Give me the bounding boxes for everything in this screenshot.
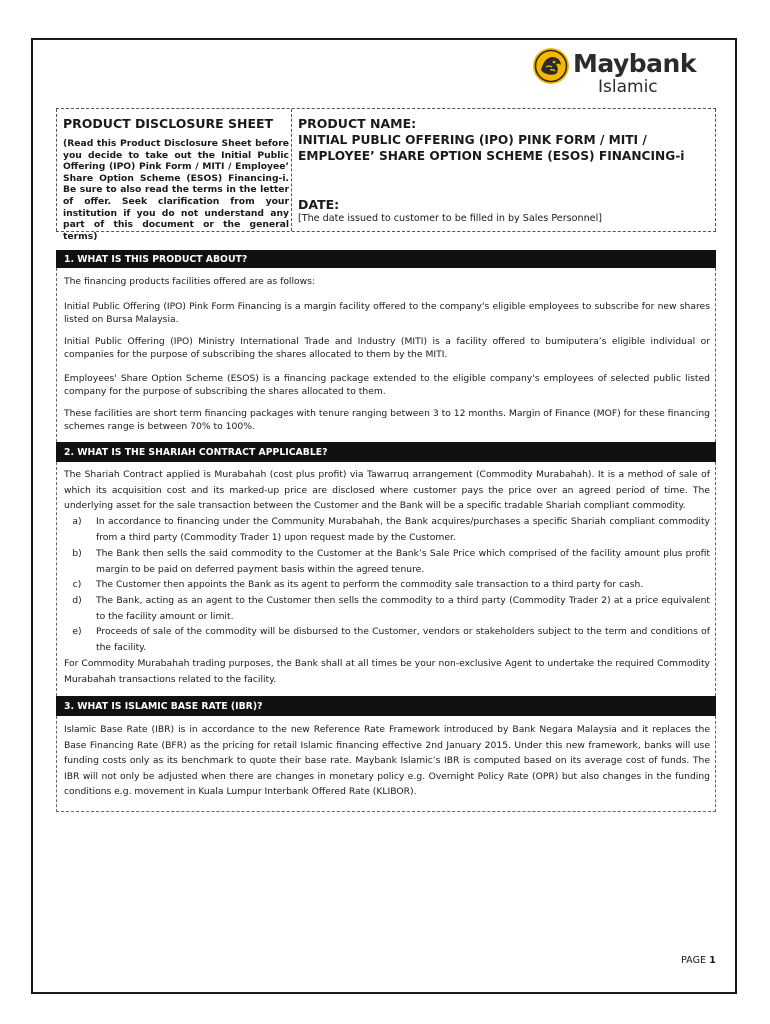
document-title: PRODUCT DISCLOSURE SHEET: [63, 116, 274, 131]
list-marker: e): [72, 626, 82, 637]
page-label: PAGE: [681, 955, 707, 966]
date-value: [The date issued to customer to be filled in by Sales Personnel]: [298, 213, 602, 224]
section-3-paragraph: Islamic Base Rate (IBR) is in accordance to the new Reference Rate Framework introduced by Bank Negara Malaysia and it replaces the Base Financing Rate (BFR) as the pricing for retail Islamic financing effective 2nd January 2015. Under this new framework, banks will use funding costs only as its benchmark to quote their base rate. Maybank Islamic’s IBR is computed based on its average cost of funds. The IBR will not only be adjusted when there are changes in monetary policy e.g. Overnight Policy Rate (OPR) but also changes in the funding conditions e.g. movement in Kuala Lumpur Interbank Offered Rate (KLIBOR).: [64, 724, 710, 798]
list-item: [64, 593, 710, 624]
section-3-body: [56, 716, 716, 812]
list-text: The Customer then appoints the Bank as its agent to perform the commodity sale transaction to a third party for cash.: [96, 579, 644, 590]
list-text: The Bank then sells the said commodity to the Customer at the Bank’s Sale Price which comprised of the facility amount plus profit margin to be paid on deferred payment basis within the agreed tenure.: [96, 548, 710, 575]
section-2-body: [56, 462, 716, 696]
product-name: INITIAL PUBLIC OFFERING (IPO) PINK FORM / MITI / EMPLOYEE’ SHARE OPTION SCHEME (ESOS) FINANCING-i: [298, 133, 685, 163]
product-name-label: PRODUCT NAME:: [298, 116, 417, 131]
brand-name: Maybank: [573, 49, 696, 78]
brand-subtitle: Islamic: [598, 77, 658, 97]
section-3-heading: 3. WHAT IS ISLAMIC BASE RATE (IBR)?: [56, 696, 716, 716]
section-1-paragraph: Employees' Share Option Scheme (ESOS) is a financing package extended to the eligible company's employees of selected public listed company for the purpose of subscribing the shares allocated to them.: [64, 373, 710, 397]
disclosure-note: (Read this Product Disclosure Sheet before you decide to take out the Initial Public Offering (IPO) Pink Form / MITI / Employee’ Share Option Scheme (ESOS) Financing-i. Be sure to also read the terms in the letter of offer. Seek clarification from your institution if you do not understand any part of this document or the general terms): [63, 138, 289, 242]
list-item: [64, 514, 710, 545]
list-marker: a): [72, 516, 82, 527]
section-1-paragraph: Initial Public Offering (IPO) Pink Form Financing is a margin facility offered to the company's eligible employees to subscribe for new shares listed on Bursa Malaysia.: [64, 301, 710, 325]
list-marker: d): [72, 595, 82, 606]
list-item: [64, 577, 710, 593]
header-left-cell: [56, 109, 292, 242]
header-box: [56, 108, 716, 242]
section-2-heading: 2. WHAT IS THE SHARIAH CONTRACT APPLICABLE?: [56, 442, 716, 462]
list-marker: c): [72, 579, 82, 590]
list-item: [64, 624, 710, 655]
tiger-emblem-icon: [532, 46, 570, 86]
section-1-paragraph: The financing products facilities offered are as follows:: [64, 276, 316, 287]
header-right-cell: [292, 109, 716, 231]
list-marker: b): [72, 548, 82, 559]
list-text: The Bank, acting as an agent to the Customer then sells the commodity to a third party (Commodity Trader 2) at a price equivalent to the facility amount or limit.: [96, 595, 710, 622]
list-item: [64, 546, 710, 577]
list-text: In accordance to financing under the Community Murabahah, the Bank acquires/purchases a specific Shariah compliant commodity from a third party (Commodity Trader 1) upon request made by the Customer.: [96, 516, 710, 543]
section-2-intro: The Shariah Contract applied is Murabahah (cost plus profit) via Tawarruq arrangement (Commodity Murabahah). It is a method of sale of which its acquisition cost and its marked-up price are disclosed where customer pays the price over an agreed period of time. The underlying asset for the sale transaction between the Customer and the Bank will be a specific tradable Shariah compliant commodity.: [64, 469, 710, 512]
section-1-paragraph: Initial Public Offering (IPO) Ministry International Trade and Industry (MITI) is a facility offered to bumiputera’s eligible individual or companies for the purpose of subscribing the shares allocated to them by the MITI.: [64, 336, 710, 360]
section-1-paragraph: These facilities are short term financing packages with tenure ranging between 3 to 12 months. Margin of Finance (MOF) for these financing schemes range is between 70% to 100%.: [64, 408, 710, 432]
date-label: DATE:: [298, 197, 340, 212]
maybank-islamic-logo: [532, 46, 704, 102]
page-number-value: 1: [709, 955, 716, 966]
page-number: [681, 955, 716, 966]
section-1-body: [56, 268, 716, 442]
list-text: Proceeds of sale of the commodity will be disbursed to the Customer, vendors or stakeholders subject to the term and conditions of the facility.: [96, 626, 710, 653]
section-1-heading: 1. WHAT IS THIS PRODUCT ABOUT?: [56, 250, 716, 268]
section-2-outro: For Commodity Murabahah trading purposes, the Bank shall at all times be your non-exclusive Agent to undertake the required Commodity Murabahah transactions related to the facility.: [64, 658, 710, 685]
